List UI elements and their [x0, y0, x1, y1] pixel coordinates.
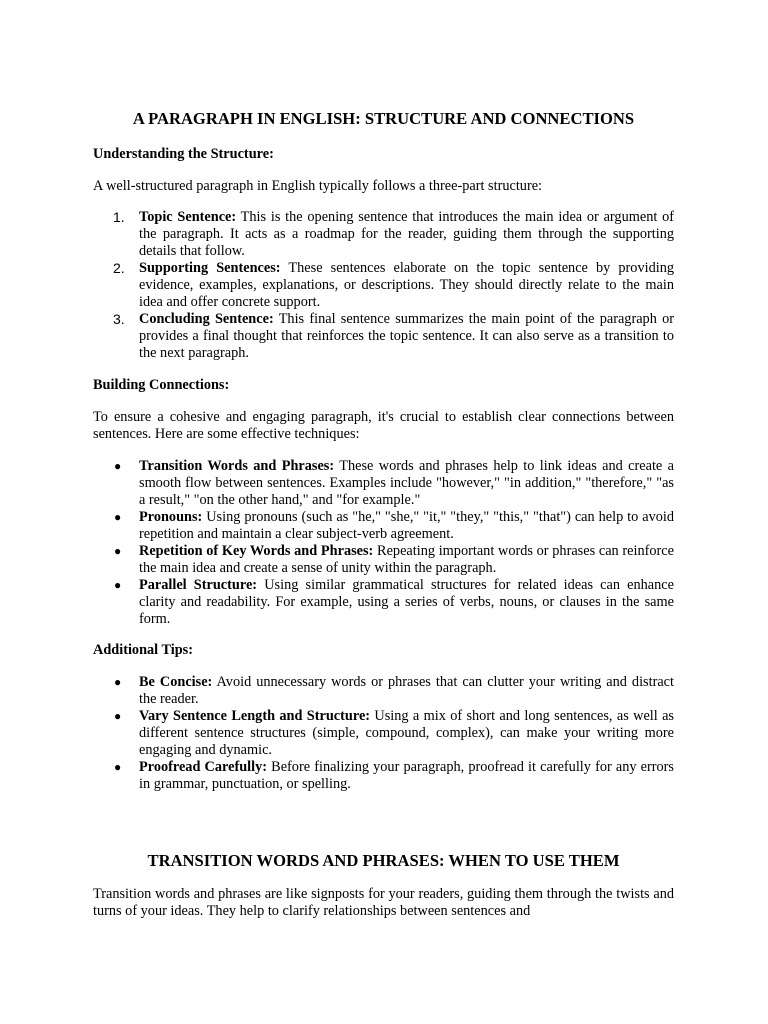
tips-heading: Additional Tips: — [93, 642, 193, 658]
section-title: A PARAGRAPH IN ENGLISH: STRUCTURE AND CONNECTIONS — [132, 109, 635, 128]
list-item — [93, 674, 674, 708]
list-item-text: Using similar grammatical structures for related ideas can enhance clarity and readability. For example, using a series of verbs, nouns, or clauses in the same form. — [139, 577, 674, 627]
list-item-term: Be Concise: — [139, 674, 213, 690]
bullet-icon: ● — [114, 709, 122, 723]
bullet-icon: ● — [114, 544, 122, 558]
list-item-term: Pronouns: — [139, 509, 203, 525]
list-item-term: Proofread Carefully: — [139, 759, 268, 775]
list-item-text: These sentences elaborate on the topic sentence by providing evidence, examples, explanations, or descriptions. They should directly relate to the main idea and offer concrete support. — [139, 260, 674, 310]
list-item-term: Vary Sentence Length and Structure: — [139, 708, 371, 724]
list-marker: 1. — [113, 209, 125, 225]
list-item — [93, 311, 674, 362]
bullet-icon: ● — [114, 459, 122, 473]
section-title-transitions: TRANSITION WORDS AND PHRASES: WHEN TO USE THEM — [147, 851, 620, 870]
connections-heading: Building Connections: — [93, 377, 230, 393]
list-item — [93, 543, 674, 577]
list-item-text: This is the opening sentence that introduces the main idea or argument of the paragraph. It acts as a roadmap for the reader, guiding them through the supporting details that follow. — [139, 209, 674, 259]
bullet-icon: ● — [114, 578, 122, 592]
list-item — [93, 708, 674, 759]
list-item-term: Concluding Sentence: — [139, 311, 274, 327]
list-item-text: Before finalizing your paragraph, proofread it carefully for any errors in grammar, punctuation, or spelling. — [139, 759, 674, 792]
tips-list — [93, 674, 674, 793]
list-item-text: Repeating important words or phrases can reinforce the main idea and create a sense of unity within the paragraph. — [139, 543, 674, 576]
list-item-term: Repetition of Key Words and Phrases: — [139, 543, 374, 559]
bullet-icon: ● — [114, 510, 122, 524]
list-item-term: Supporting Sentences: — [139, 260, 281, 276]
transitions-intro: Transition words and phrases are like signposts for your readers, guiding them through the twists and turns of your ideas. They help to clarify relationships between sentences and — [93, 886, 674, 919]
list-item-text: This final sentence summarizes the main point of the paragraph or provides a final thought that reinforces the topic sentence. It can also serve as a transition to the next paragraph. — [139, 311, 674, 361]
list-item-term: Transition Words and Phrases: — [139, 458, 335, 474]
bullet-icon: ● — [114, 760, 122, 774]
list-item-text: Using pronouns (such as "he," "she," "it," "they," "this," "that") can help to avoid repetition and maintain a clear subject-verb agreement. — [139, 509, 674, 542]
connections-intro: To ensure a cohesive and engaging paragraph, it's crucial to establish clear connections between sentences. Here are some effective techniques: — [93, 409, 674, 442]
list-item-text: Avoid unnecessary words or phrases that can clutter your writing and distract the reader. — [139, 674, 674, 707]
bullet-icon: ● — [114, 675, 122, 689]
list-item — [93, 759, 674, 793]
structure-list — [93, 209, 674, 362]
list-item-term: Topic Sentence: — [139, 209, 237, 225]
list-item — [93, 458, 674, 509]
connections-list — [93, 458, 674, 628]
list-item — [93, 509, 674, 543]
list-item — [93, 260, 674, 311]
list-item-term: Parallel Structure: — [139, 577, 258, 593]
list-item — [93, 577, 674, 628]
list-marker: 3. — [113, 311, 125, 327]
list-item-text: Using a mix of short and long sentences, as well as different sentence structures (simple, compound, complex), can make your writing more engaging and dynamic. — [139, 708, 674, 758]
list-marker: 2. — [113, 260, 125, 276]
list-item — [93, 209, 674, 260]
structure-intro: A well-structured paragraph in English typically follows a three-part structure: — [93, 178, 543, 194]
structure-heading: Understanding the Structure: — [93, 146, 274, 162]
list-item-text: These words and phrases help to link ideas and create a smooth flow between sentences. Examples include "however," "in addition," "therefore," "as a result," "on the other hand," and "for example." — [139, 458, 674, 508]
